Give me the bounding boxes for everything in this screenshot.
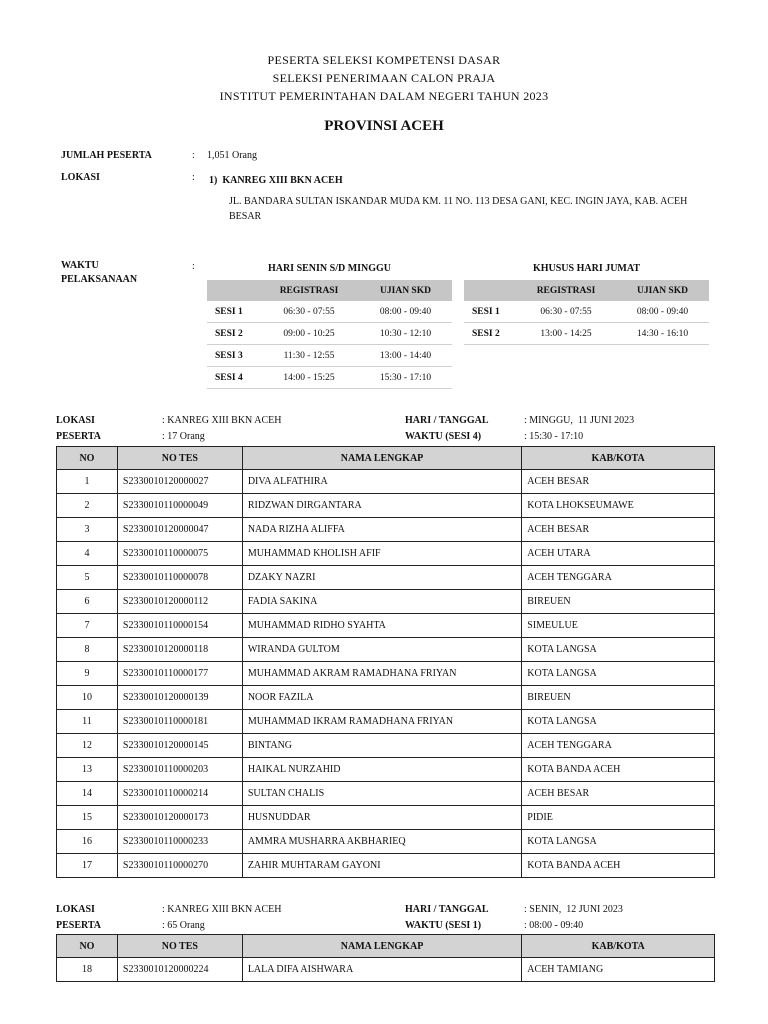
schedule-cell: 15:30 - 17:10	[359, 367, 452, 389]
schedule-header: REGISTRASI	[516, 280, 616, 301]
table-header-kab-kota: KAB/KOTA	[522, 935, 715, 958]
group2-waktu-value: : 08:00 - 09:40	[524, 920, 584, 931]
schedule-cell: 06:30 - 07:55	[516, 301, 616, 323]
colon: :	[192, 261, 195, 272]
cell-no-tes: S2330010120000027	[117, 470, 242, 494]
cell-kab-kota: ACEH TENGGARA	[522, 566, 715, 590]
group2-waktu-label: WAKTU (SESI 1)	[405, 920, 482, 931]
cell-nama: NADA RIZHA ALIFFA	[242, 518, 521, 542]
group2-hari-value: : SENIN, 12 JUNI 2023	[524, 904, 623, 915]
cell-no: 2	[57, 494, 118, 518]
cell-nama: SULTAN CHALIS	[242, 782, 521, 806]
group2-peserta-value: : 65 Orang	[162, 920, 205, 931]
table-row	[57, 686, 715, 710]
table-header-no: NO	[57, 935, 118, 958]
schedule-header: UJIAN SKD	[359, 280, 452, 301]
cell-no-tes: S2330010120000112	[117, 590, 242, 614]
group1-waktu-label: WAKTU (SESI 4)	[405, 431, 482, 442]
cell-no-tes: S2330010120000173	[117, 806, 242, 830]
cell-no: 16	[57, 830, 118, 854]
cell-nama: MUHAMMAD RIDHO SYAHTA	[242, 614, 521, 638]
cell-nama: MUHAMMAD IKRAM RAMADHANA FRIYAN	[242, 710, 521, 734]
table-row	[57, 758, 715, 782]
cell-no: 1	[57, 470, 118, 494]
cell-no-tes: S2330010120000139	[117, 686, 242, 710]
group1-lokasi-value: : KANREG XIII BKN ACEH	[162, 415, 282, 426]
cell-nama: HAIKAL NURZAHID	[242, 758, 521, 782]
cell-nama: NOOR FAZILA	[242, 686, 521, 710]
group1-peserta-label: PESERTA	[56, 431, 102, 442]
cell-nama: RIDZWAN DIRGANTARA	[242, 494, 521, 518]
schedule-row	[207, 301, 452, 323]
schedule-cell: 08:00 - 09:40	[359, 301, 452, 323]
cell-kab-kota: KOTA LANGSA	[522, 638, 715, 662]
cell-kab-kota: ACEH BESAR	[522, 782, 715, 806]
cell-kab-kota: KOTA LANGSA	[522, 662, 715, 686]
cell-no-tes: S2330010110000154	[117, 614, 242, 638]
cell-no-tes: S2330010110000181	[117, 710, 242, 734]
table-header-no-tes: NO TES	[117, 447, 242, 470]
group1-lokasi-label: LOKASI	[56, 415, 95, 426]
table-header-no: NO	[57, 447, 118, 470]
group2-peserta-label: PESERTA	[56, 920, 102, 931]
schedule-header	[464, 280, 516, 301]
table-header-no-tes: NO TES	[117, 935, 242, 958]
cell-no: 11	[57, 710, 118, 734]
cell-no: 4	[57, 542, 118, 566]
jumlah-peserta-value: 1,051 Orang	[207, 150, 257, 161]
cell-nama: FADIA SAKINA	[242, 590, 521, 614]
cell-kab-kota: ACEH UTARA	[522, 542, 715, 566]
schedule-header: REGISTRASI	[259, 280, 359, 301]
cell-no-tes: S2330010110000049	[117, 494, 242, 518]
table-row	[57, 494, 715, 518]
schedule-cell: SESI 3	[207, 345, 259, 367]
cell-nama: DIVA ALFATHIRA	[242, 470, 521, 494]
cell-no-tes: S2330010110000214	[117, 782, 242, 806]
cell-no: 6	[57, 590, 118, 614]
schedule-cell: 09:00 - 10:25	[259, 323, 359, 345]
schedule-cell: 10:30 - 12:10	[359, 323, 452, 345]
cell-no-tes: S2330010110000233	[117, 830, 242, 854]
schedule-cell: SESI 4	[207, 367, 259, 389]
cell-no: 15	[57, 806, 118, 830]
cell-kab-kota: SIMEULUE	[522, 614, 715, 638]
cell-kab-kota: KOTA LANGSA	[522, 710, 715, 734]
table-header-nama: NAMA LENGKAP	[242, 447, 521, 470]
cell-no-tes: S2330010120000224	[117, 958, 242, 982]
group1-waktu-value: : 15:30 - 17:10	[524, 431, 584, 442]
cell-no-tes: S2330010120000047	[117, 518, 242, 542]
cell-no: 10	[57, 686, 118, 710]
cell-no: 5	[57, 566, 118, 590]
group2-lokasi-value: : KANREG XIII BKN ACEH	[162, 904, 282, 915]
cell-no-tes: S2330010120000145	[117, 734, 242, 758]
cell-kab-kota: KOTA BANDA ACEH	[522, 758, 715, 782]
cell-nama: DZAKY NAZRI	[242, 566, 521, 590]
schedule-row	[207, 323, 452, 345]
cell-nama: HUSNUDDAR	[242, 806, 521, 830]
schedule-cell: 13:00 - 14:25	[516, 323, 616, 345]
colon: :	[192, 150, 195, 161]
cell-no: 9	[57, 662, 118, 686]
cell-no-tes: S2330010110000203	[117, 758, 242, 782]
participant-table-2	[56, 934, 715, 982]
cell-no: 12	[57, 734, 118, 758]
cell-kab-kota: ACEH TAMIANG	[522, 958, 715, 982]
jumlah-peserta-label: JUMLAH PESERTA	[61, 150, 152, 161]
waktu-pelaksanaan-label: WAKTU PELAKSANAAN	[61, 260, 138, 285]
cell-kab-kota: KOTA LHOKSEUMAWE	[522, 494, 715, 518]
cell-kab-kota: BIREUEN	[522, 590, 715, 614]
colon: :	[192, 172, 195, 183]
cell-no: 3	[57, 518, 118, 542]
table-header-nama: NAMA LENGKAP	[242, 935, 521, 958]
schedule-cell: SESI 1	[464, 301, 516, 323]
cell-kab-kota: KOTA LANGSA	[522, 830, 715, 854]
schedule-cell: 11:30 - 12:55	[259, 345, 359, 367]
group2-lokasi-label: LOKASI	[56, 904, 95, 915]
schedule-cell: 13:00 - 14:40	[359, 345, 452, 367]
table-row	[57, 854, 715, 878]
lokasi-value: 1) KANREG XIII BKN ACEH	[209, 175, 343, 186]
schedule-row	[207, 345, 452, 367]
cell-nama: ZAHIR MUHTARAM GAYONI	[242, 854, 521, 878]
cell-no-tes: S2330010110000075	[117, 542, 242, 566]
cell-no-tes: S2330010120000118	[117, 638, 242, 662]
table-row	[57, 614, 715, 638]
schedule-header: UJIAN SKD	[616, 280, 709, 301]
cell-kab-kota: ACEH TENGGARA	[522, 734, 715, 758]
cell-nama: MUHAMMAD AKRAM RAMADHANA FRIYAN	[242, 662, 521, 686]
doc-title-line-3: INSTITUT PEMERINTAHAN DALAM NEGERI TAHUN 2023	[219, 89, 549, 103]
table-row	[57, 710, 715, 734]
table-row	[57, 566, 715, 590]
schedule-cell: 14:00 - 15:25	[259, 367, 359, 389]
table-row	[57, 470, 715, 494]
cell-no: 14	[57, 782, 118, 806]
cell-kab-kota: BIREUEN	[522, 686, 715, 710]
weekday-schedule-title: HARI SENIN S/D MINGGU	[267, 263, 392, 274]
table-header-kab-kota: KAB/KOTA	[522, 447, 715, 470]
table-row	[57, 638, 715, 662]
schedule-row	[207, 367, 452, 389]
cell-nama: AMMRA MUSHARRA AKBHARIEQ	[242, 830, 521, 854]
group2-hari-label: HARI / TANGGAL	[405, 904, 489, 915]
schedule-row	[464, 301, 709, 323]
cell-no: 8	[57, 638, 118, 662]
schedule-cell: 06:30 - 07:55	[259, 301, 359, 323]
cell-nama: LALA DIFA AISHWARA	[242, 958, 521, 982]
cell-kab-kota: ACEH BESAR	[522, 518, 715, 542]
cell-no: 7	[57, 614, 118, 638]
table-row	[57, 958, 715, 982]
cell-kab-kota: ACEH BESAR	[522, 470, 715, 494]
cell-no-tes: S2330010110000177	[117, 662, 242, 686]
cell-nama: WIRANDA GULTOM	[242, 638, 521, 662]
cell-no: 13	[57, 758, 118, 782]
friday-schedule-table	[464, 280, 709, 345]
table-row	[57, 782, 715, 806]
province-title: PROVINSI ACEH	[324, 118, 444, 134]
schedule-row	[464, 323, 709, 345]
participant-table-1	[56, 446, 715, 878]
schedule-cell: SESI 1	[207, 301, 259, 323]
lokasi-label: LOKASI	[61, 172, 100, 183]
cell-nama: BINTANG	[242, 734, 521, 758]
cell-kab-kota: PIDIE	[522, 806, 715, 830]
cell-no-tes: S2330010110000078	[117, 566, 242, 590]
table-row	[57, 662, 715, 686]
table-row	[57, 518, 715, 542]
group1-hari-value: : MINGGU, 11 JUNI 2023	[524, 415, 635, 426]
table-row	[57, 830, 715, 854]
doc-title-line-2: SELEKSI PENERIMAAN CALON PRAJA	[272, 71, 496, 85]
cell-kab-kota: KOTA BANDA ACEH	[522, 854, 715, 878]
schedule-cell: SESI 2	[207, 323, 259, 345]
table-row	[57, 734, 715, 758]
lokasi-address: JL. BANDARA SULTAN ISKANDAR MUDA KM. 11 NO. 113 DESA GANI, KEC. INGIN JAYA, KAB. ACEH BESAR	[229, 196, 688, 222]
table-row	[57, 806, 715, 830]
friday-schedule-title: KHUSUS HARI JUMAT	[532, 263, 641, 274]
table-row	[57, 590, 715, 614]
cell-nama: MUHAMMAD KHOLISH AFIF	[242, 542, 521, 566]
cell-no-tes: S2330010110000270	[117, 854, 242, 878]
schedule-header	[207, 280, 259, 301]
cell-no: 18	[57, 958, 118, 982]
schedule-cell: 14:30 - 16:10	[616, 323, 709, 345]
schedule-cell: 08:00 - 09:40	[616, 301, 709, 323]
table-row	[57, 542, 715, 566]
group1-hari-label: HARI / TANGGAL	[405, 415, 489, 426]
schedule-cell: SESI 2	[464, 323, 516, 345]
weekday-schedule-table	[207, 280, 452, 389]
cell-no: 17	[57, 854, 118, 878]
doc-title-line-1: PESERTA SELEKSI KOMPETENSI DASAR	[267, 53, 501, 67]
group1-peserta-value: : 17 Orang	[162, 431, 205, 442]
